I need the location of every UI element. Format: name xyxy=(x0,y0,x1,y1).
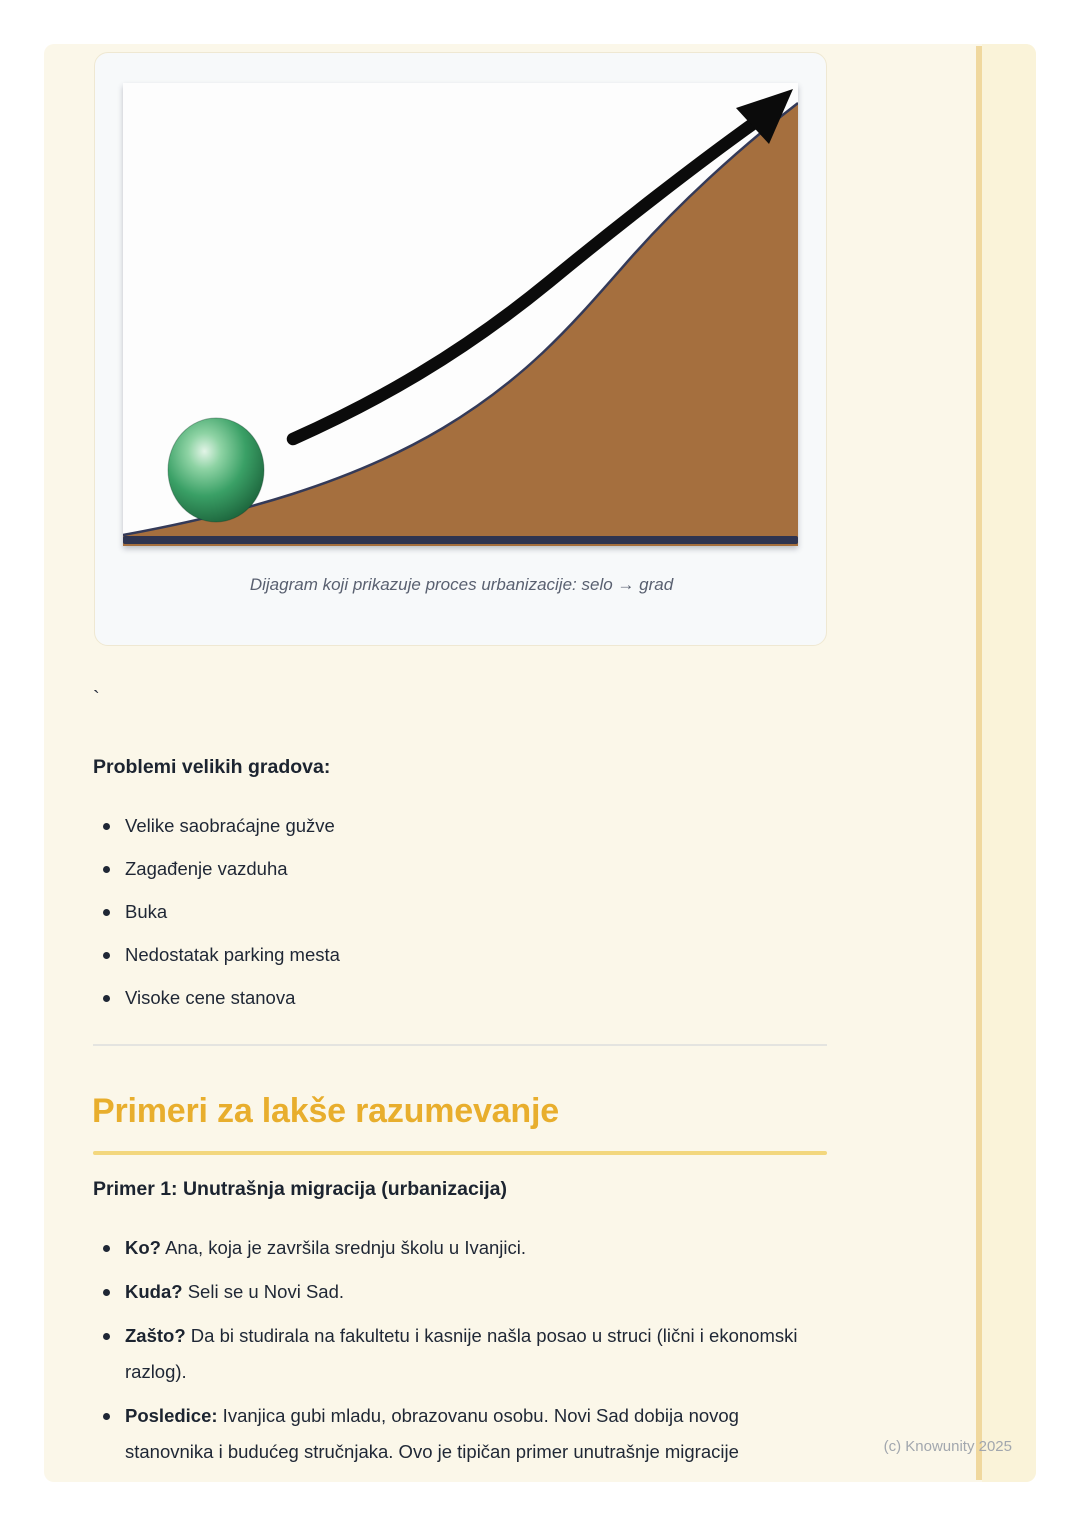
item-text: Da bi studirala na fakultetu i kasnije našla posao u struci (lični i ekonomski razlog). xyxy=(125,1325,798,1382)
figure-caption: Dijagram koji prikazuje proces urbanizacije: selo → grad xyxy=(249,575,674,594)
item-label: Posledice: xyxy=(125,1405,218,1426)
section-divider xyxy=(93,1044,827,1046)
item-label: Zašto? xyxy=(125,1325,186,1346)
baseline xyxy=(123,536,798,544)
content-page xyxy=(44,44,1036,1482)
list-item: Nedostatak parking mesta xyxy=(93,937,827,973)
copyright-watermark: (c) Knowunity 2025 xyxy=(883,1438,1012,1455)
item-text: Seli se u Novi Sad. xyxy=(182,1281,345,1302)
item-label: Kuda? xyxy=(125,1281,183,1302)
problems-list xyxy=(93,808,827,1023)
examples-heading-underline xyxy=(93,1151,827,1155)
stray-backtick-text: ` xyxy=(93,688,100,710)
list-item xyxy=(93,1230,827,1266)
list-item xyxy=(93,1398,827,1470)
problems-heading: Problemi velikih gradova: xyxy=(93,756,331,778)
urbanization-diagram-image xyxy=(123,83,798,546)
list-item: Zagađenje vazduha xyxy=(93,851,827,887)
item-text: Ivanjica gubi mladu, obrazovanu osobu. Novi Sad dobija novog stanovnika i budućeg stručnjaka. Ovo je tipičan primer unutrašnje migracije xyxy=(125,1405,739,1462)
item-text: Ana, koja je završila srednju školu u Ivanjici. xyxy=(160,1237,527,1258)
right-margin-strip xyxy=(982,44,1036,1482)
example1-heading: Primer 1: Unutrašnja migracija (urbanizacija) xyxy=(93,1178,507,1200)
list-item: Visoke cene stanova xyxy=(93,980,827,1016)
examples-section-heading: Primeri za lakše razumevanje xyxy=(92,1092,559,1130)
item-label: Ko? xyxy=(125,1237,161,1258)
green-ball xyxy=(168,418,264,522)
gold-accent-bar xyxy=(976,46,982,1480)
urbanization-diagram-svg xyxy=(123,83,798,546)
example1-list xyxy=(93,1230,827,1478)
list-item: Buka xyxy=(93,894,827,930)
list-item xyxy=(93,1274,827,1310)
list-item xyxy=(93,1318,827,1390)
list-item: Velike saobraćajne gužve xyxy=(93,808,827,844)
figure-card xyxy=(94,52,827,646)
